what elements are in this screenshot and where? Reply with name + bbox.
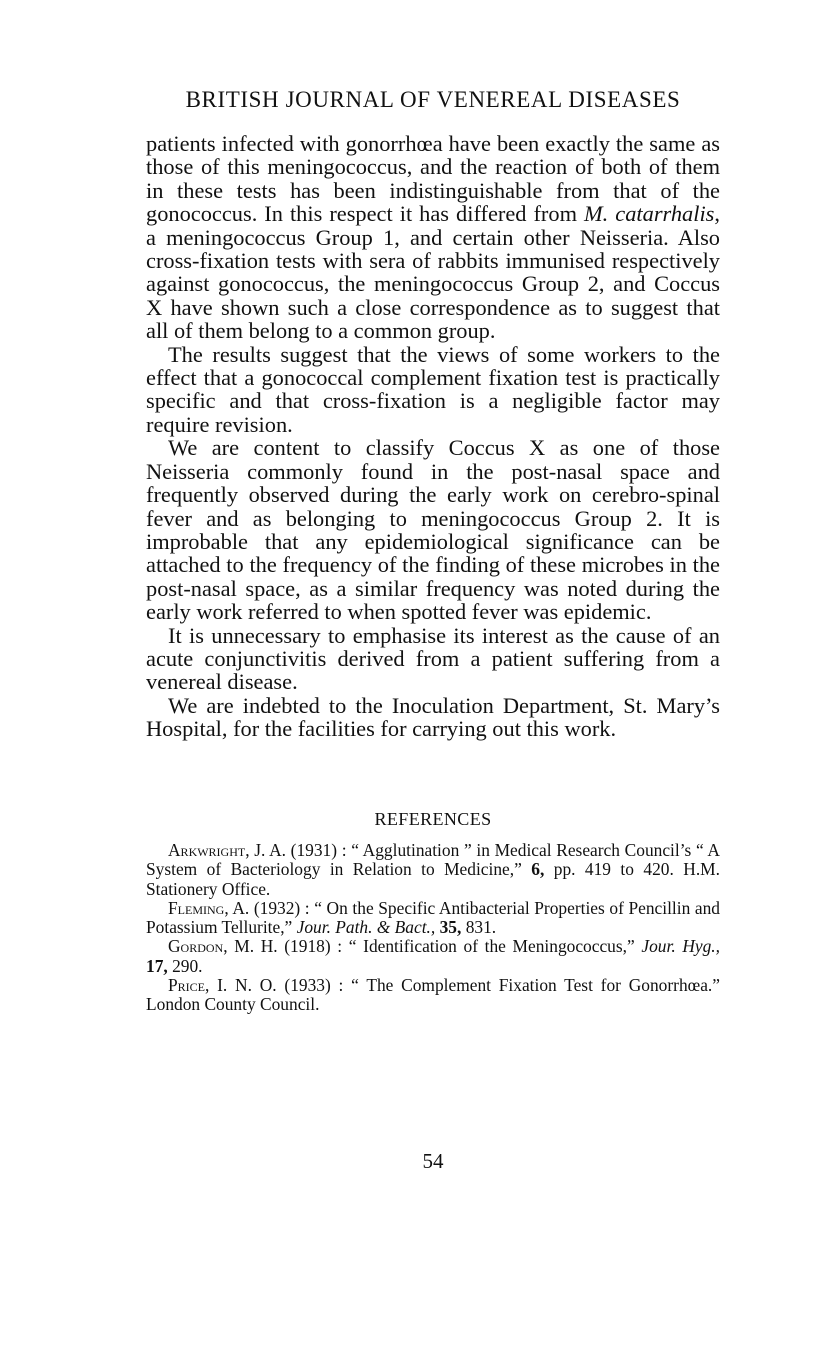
- reference-text: , A. (1932) : “ On the Specific Antibacterial Properties of Pencillin and Potassium Tellurite,”: [146, 897, 720, 938]
- reference-item: [146, 976, 720, 1015]
- page-number: 54: [422, 1149, 444, 1173]
- paragraph-1: [146, 132, 720, 343]
- reference-author: Price: [168, 975, 206, 996]
- reference-author: Arkwright: [168, 840, 246, 860]
- reference-journal: Jour. Hyg.,: [641, 936, 720, 957]
- paragraph-1-text-a: patients infected with gonorrhœa have been exactly the same as those of this meningococcus, and the reaction of both of them in these tests has been indistinguishable from that of the gonococcus. In this respect it has differed from: [146, 131, 720, 227]
- reference-text-end: pp. 419 to 420. H.M. Stationery Office.: [146, 859, 720, 899]
- reference-volume: 6,: [531, 859, 545, 880]
- reference-text: , I. N. O. (1933) : “ The Complement Fixation Test for Gonorrhœa.” London County Council.: [146, 975, 720, 1015]
- reference-text: , J. A. (1931) : “ Agglutination ” in Medical Research Council’s “ A System of Bacteriology in Relation to Medicine,”: [146, 840, 720, 880]
- body-text: [146, 132, 720, 741]
- paragraph-5: We are indebted to the Inoculation Department, St. Mary’s Hospital, for the facilities for carrying out this work.: [146, 692, 720, 742]
- reference-item: [146, 937, 720, 976]
- references-list: [146, 841, 720, 1015]
- reference-author: Gordon: [168, 936, 224, 957]
- reference-author: Fleming: [168, 897, 225, 918]
- reference-text: , M. H. (1918) : “ Identification of the Meningococcus,”: [223, 936, 642, 957]
- reference-item: [146, 899, 720, 938]
- reference-journal: Jour. Path. & Bact.,: [296, 917, 436, 938]
- running-head: BRITISH JOURNAL OF VENEREAL DISEASES: [185, 87, 681, 112]
- reference-text-end: 290.: [167, 955, 203, 976]
- paragraph-3: We are content to classify Coccus X as one of those Neisseria commonly found in the post-nasal space and frequently observed during the early work on cerebro-spinal fever and as belonging to meningococcus Group 2. It is improbable that any epidemiological significance can be attached to the frequency of the finding of these microbes in the post-nasal space, as a similar frequency was noted during the early work referred to when spotted fever was epidemic.: [146, 435, 720, 625]
- references-heading: REFERENCES: [374, 809, 492, 829]
- reference-item: [146, 841, 720, 899]
- reference-text-end: 831.: [461, 917, 497, 938]
- paragraph-1-text-b: , a meningococcus Group 1, and certain other Neisseria. Also cross-fixation tests with sera of rabbits immunised respectively against gonococcus, the meningococcus Group 2, and Coccus X have shown such a close correspondence as to suggest that all of them belong to a common group.: [146, 201, 720, 344]
- reference-volume: 35,: [439, 917, 462, 938]
- paragraph-2: The results suggest that the views of some workers to the effect that a gonococcal complement fixation test is practically specific and that cross-fixation is a negligible factor may require revision.: [146, 341, 720, 437]
- paragraph-4: It is unnecessary to emphasise its interest as the cause of an acute conjunctivitis derived from a patient suffering from a venereal disease.: [146, 622, 720, 695]
- organism-name: M. catarrhalis: [584, 201, 715, 227]
- reference-volume: 17,: [146, 955, 168, 976]
